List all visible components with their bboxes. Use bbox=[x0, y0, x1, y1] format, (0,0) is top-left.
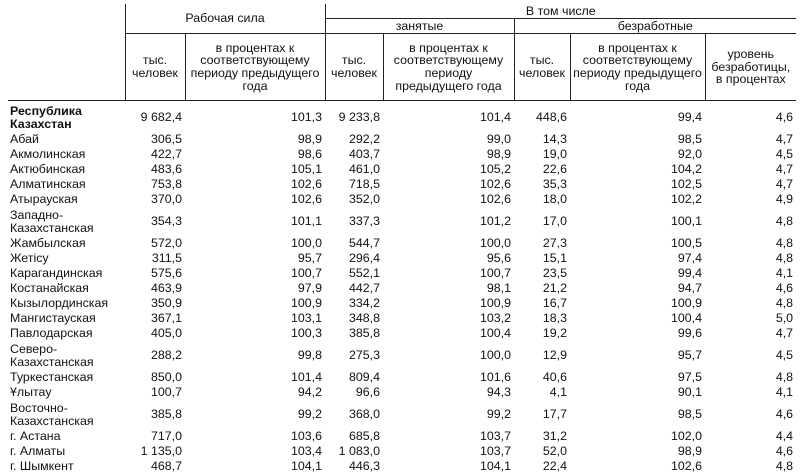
cell-lf: 350,9 bbox=[150, 296, 182, 310]
cell-emp: 385,8 bbox=[349, 326, 381, 340]
cell-rate: 4,8 bbox=[775, 236, 794, 250]
cell-unemp-pct: 99,4 bbox=[677, 266, 703, 280]
cell-unemp: 16,7 bbox=[542, 296, 568, 310]
cell-emp: 461,0 bbox=[349, 162, 381, 176]
cell-lf-pct: 100,3 bbox=[291, 326, 323, 340]
cell-emp-pct: 98,9 bbox=[486, 147, 512, 161]
cell-rate: 4,6 bbox=[775, 110, 794, 124]
cell-emp-pct: 94,3 bbox=[486, 385, 512, 399]
cell-unemp: 18,0 bbox=[542, 192, 568, 206]
cell-lf-pct: 101,4 bbox=[291, 370, 323, 384]
cell-unemp-pct: 100,1 bbox=[671, 214, 703, 228]
header-region bbox=[8, 4, 125, 101]
cell-emp-pct: 99,0 bbox=[486, 132, 512, 146]
cell-emp-pct: 103,7 bbox=[480, 444, 512, 458]
cell-lf: 850,0 bbox=[150, 370, 182, 384]
row-name: Северо-Казахстанская bbox=[10, 341, 94, 369]
header-emp-thousand: тыс. человек bbox=[325, 34, 383, 101]
cell-unemp: 21,2 bbox=[542, 281, 568, 295]
cell-rate: 4,8 bbox=[775, 459, 794, 473]
cell-emp: 352,0 bbox=[349, 192, 381, 206]
cell-unemp-pct: 100,4 bbox=[671, 311, 703, 325]
cell-unemp: 17,7 bbox=[542, 407, 568, 421]
row-name: Акмолинская bbox=[10, 147, 86, 161]
cell-emp: 718,5 bbox=[349, 177, 381, 191]
cell-rate: 4,1 bbox=[775, 266, 794, 280]
cell-lf-pct: 102,6 bbox=[291, 177, 323, 191]
row-name: Алматинская bbox=[10, 177, 86, 191]
cell-rate: 4,8 bbox=[775, 296, 794, 310]
cell-lf-pct: 103,6 bbox=[291, 429, 323, 443]
cell-unemp: 27,3 bbox=[542, 236, 568, 250]
cell-unemp: 18,3 bbox=[542, 311, 568, 325]
cell-emp: 348,8 bbox=[349, 311, 381, 325]
table-row bbox=[8, 444, 796, 459]
cell-lf: 483,6 bbox=[150, 162, 182, 176]
cell-lf-pct: 94,2 bbox=[297, 385, 323, 399]
cell-unemp: 40,6 bbox=[542, 370, 568, 384]
row-name: Костанайская bbox=[10, 281, 89, 295]
cell-unemp-pct: 100,9 bbox=[671, 296, 703, 310]
cell-emp: 296,4 bbox=[349, 251, 381, 265]
cell-lf: 288,2 bbox=[150, 348, 182, 362]
cell-unemp-pct: 94,7 bbox=[677, 281, 703, 295]
table-row bbox=[8, 311, 796, 326]
cell-emp-pct: 100,4 bbox=[480, 326, 512, 340]
cell-lf-pct: 100,9 bbox=[291, 296, 323, 310]
header-unemp-percent: в процентах к соответствующему периоду предыдущего года bbox=[570, 34, 705, 101]
cell-emp: 368,0 bbox=[349, 407, 381, 421]
header-employed: занятые bbox=[325, 19, 514, 34]
cell-emp: 446,3 bbox=[349, 459, 381, 473]
cell-lf: 306,5 bbox=[150, 132, 182, 146]
cell-lf: 405,0 bbox=[150, 326, 182, 340]
cell-unemp-pct: 90,1 bbox=[677, 385, 703, 399]
cell-unemp: 22,4 bbox=[542, 459, 568, 473]
row-name: Туркестанская bbox=[10, 370, 94, 384]
table-row bbox=[8, 101, 796, 133]
cell-unemp-pct: 102,5 bbox=[671, 177, 703, 191]
row-name: Мангистауская bbox=[10, 311, 96, 325]
cell-lf-pct: 98,9 bbox=[297, 132, 323, 146]
cell-unemp-pct: 97,4 bbox=[677, 251, 703, 265]
table-row bbox=[8, 207, 796, 236]
cell-rate: 4,8 bbox=[775, 370, 794, 384]
table-row bbox=[8, 147, 796, 162]
cell-rate: 4,4 bbox=[775, 429, 794, 443]
table-row bbox=[8, 385, 796, 400]
table-row bbox=[8, 162, 796, 177]
cell-unemp: 14,3 bbox=[542, 132, 568, 146]
cell-lf-pct: 97,9 bbox=[297, 281, 323, 295]
cell-lf: 100,7 bbox=[150, 385, 182, 399]
cell-emp-pct: 102,6 bbox=[480, 177, 512, 191]
cell-lf: 463,9 bbox=[150, 281, 182, 295]
cell-unemp-pct: 102,2 bbox=[671, 192, 703, 206]
table-row bbox=[8, 429, 796, 444]
row-name: Восточно-Казахстанская bbox=[10, 400, 94, 428]
cell-lf: 422,7 bbox=[150, 147, 182, 161]
row-name: Абай bbox=[10, 132, 39, 146]
cell-lf-pct: 101,3 bbox=[291, 110, 323, 124]
table-body bbox=[8, 101, 796, 475]
cell-emp: 685,8 bbox=[349, 429, 381, 443]
cell-emp: 1 083,0 bbox=[338, 444, 381, 458]
cell-unemp: 12,9 bbox=[542, 348, 568, 362]
cell-emp: 552,1 bbox=[349, 266, 381, 280]
row-name: Западно-Казахстанская bbox=[10, 207, 94, 235]
cell-rate: 4,9 bbox=[775, 192, 794, 206]
cell-rate: 4,6 bbox=[775, 444, 794, 458]
header-unemployed: безработные bbox=[514, 19, 796, 34]
cell-lf: 385,8 bbox=[150, 407, 182, 421]
row-name: Кызылординская bbox=[10, 296, 109, 310]
cell-lf-pct: 102,6 bbox=[291, 192, 323, 206]
cell-unemp-pct: 102,6 bbox=[671, 459, 703, 473]
cell-emp-pct: 101,4 bbox=[480, 110, 512, 124]
table-row bbox=[8, 370, 796, 385]
table-row bbox=[8, 326, 796, 341]
cell-emp-pct: 100,0 bbox=[480, 348, 512, 362]
cell-unemp: 52,0 bbox=[542, 444, 568, 458]
cell-lf-pct: 103,4 bbox=[291, 444, 323, 458]
cell-emp-pct: 103,2 bbox=[480, 311, 512, 325]
cell-lf-pct: 104,1 bbox=[291, 459, 323, 473]
cell-lf: 354,3 bbox=[150, 214, 182, 228]
cell-unemp-pct: 95,7 bbox=[677, 348, 703, 362]
cell-emp: 334,2 bbox=[349, 296, 381, 310]
cell-unemp-pct: 102,0 bbox=[671, 429, 703, 443]
header-lf-percent: в процентах к соответствующему периоду предыдущего года bbox=[185, 34, 325, 101]
cell-lf: 9 682,4 bbox=[140, 110, 182, 124]
cell-rate: 4,7 bbox=[775, 132, 794, 146]
cell-emp: 96,6 bbox=[355, 385, 381, 399]
cell-rate: 4,1 bbox=[775, 385, 794, 399]
cell-unemp: 19,0 bbox=[542, 147, 568, 161]
cell-emp: 337,3 bbox=[349, 214, 381, 228]
cell-unemp-pct: 104,2 bbox=[671, 162, 703, 176]
row-name: Жамбылская bbox=[10, 236, 86, 250]
cell-unemp: 22,6 bbox=[542, 162, 568, 176]
row-name: Республика Казахстан bbox=[10, 103, 82, 131]
cell-rate: 4,6 bbox=[775, 281, 794, 295]
cell-unemp-pct: 97,5 bbox=[677, 370, 703, 384]
cell-lf-pct: 101,1 bbox=[291, 214, 323, 228]
header-emp-percent: в процентах к соответствующему периоду предыдущего года bbox=[383, 34, 514, 101]
cell-emp-pct: 101,2 bbox=[480, 214, 512, 228]
cell-emp: 809,4 bbox=[349, 370, 381, 384]
cell-emp-pct: 101,6 bbox=[480, 370, 512, 384]
table-row bbox=[8, 192, 796, 207]
row-name: Актюбинская bbox=[10, 162, 86, 176]
table-row bbox=[8, 281, 796, 296]
cell-emp-pct: 104,1 bbox=[480, 459, 512, 473]
cell-emp: 275,3 bbox=[349, 348, 381, 362]
cell-unemp-pct: 100,5 bbox=[671, 236, 703, 250]
cell-lf-pct: 99,2 bbox=[297, 407, 323, 421]
cell-rate: 4,7 bbox=[775, 162, 794, 176]
cell-unemp-pct: 99,6 bbox=[677, 326, 703, 340]
cell-rate: 4,7 bbox=[775, 177, 794, 191]
cell-unemp: 15,1 bbox=[542, 251, 568, 265]
cell-lf: 468,7 bbox=[150, 459, 182, 473]
table-row bbox=[8, 296, 796, 311]
cell-lf-pct: 98,6 bbox=[297, 147, 323, 161]
table-row bbox=[8, 132, 796, 147]
cell-emp-pct: 100,9 bbox=[480, 296, 512, 310]
header-unemp-thousand: тыс. человек bbox=[514, 34, 570, 101]
table-header bbox=[8, 4, 796, 101]
table-row bbox=[8, 251, 796, 266]
cell-lf: 575,6 bbox=[150, 266, 182, 280]
cell-unemp: 35,3 bbox=[542, 177, 568, 191]
header-lf-thousand: тыс. человек bbox=[125, 34, 185, 101]
header-including: В том числе bbox=[325, 4, 796, 19]
row-name: г. Алматы bbox=[10, 444, 66, 458]
cell-lf-pct: 103,1 bbox=[291, 311, 323, 325]
cell-emp-pct: 98,1 bbox=[486, 281, 512, 295]
table-row bbox=[8, 400, 796, 429]
cell-rate: 4,8 bbox=[775, 214, 794, 228]
cell-emp: 403,7 bbox=[349, 147, 381, 161]
table-row bbox=[8, 459, 796, 474]
cell-unemp: 4,1 bbox=[549, 385, 568, 399]
cell-rate: 4,6 bbox=[775, 407, 794, 421]
cell-lf: 1 135,0 bbox=[140, 444, 182, 458]
row-name: Жетісу bbox=[10, 251, 49, 265]
cell-lf: 572,0 bbox=[150, 236, 182, 250]
header-labor-force: Рабочая сила bbox=[125, 4, 325, 34]
cell-emp-pct: 100,7 bbox=[480, 266, 512, 280]
cell-lf-pct: 105,1 bbox=[291, 162, 323, 176]
cell-lf: 753,8 bbox=[150, 177, 182, 191]
cell-emp: 544,7 bbox=[349, 236, 381, 250]
cell-unemp-pct: 99,4 bbox=[677, 110, 703, 124]
cell-unemp: 448,6 bbox=[536, 110, 568, 124]
cell-emp-pct: 102,6 bbox=[480, 192, 512, 206]
cell-emp: 9 233,8 bbox=[338, 110, 381, 124]
cell-lf-pct: 100,0 bbox=[291, 236, 323, 250]
row-name: Карагандинская bbox=[10, 266, 103, 280]
cell-unemp: 31,2 bbox=[542, 429, 568, 443]
cell-lf-pct: 95,7 bbox=[297, 251, 323, 265]
cell-unemp: 19,2 bbox=[542, 326, 568, 340]
row-name: г. Астана bbox=[10, 429, 61, 443]
cell-emp: 442,7 bbox=[349, 281, 381, 295]
cell-lf-pct: 100,7 bbox=[291, 266, 323, 280]
cell-lf: 367,1 bbox=[150, 311, 182, 325]
header-unemployment-rate: уровень безработицы, в процентах bbox=[705, 34, 796, 101]
cell-unemp-pct: 98,9 bbox=[677, 444, 703, 458]
cell-emp-pct: 95,6 bbox=[486, 251, 512, 265]
cell-emp: 292,2 bbox=[349, 132, 381, 146]
cell-rate: 4,8 bbox=[775, 251, 794, 265]
cell-lf: 370,0 bbox=[150, 192, 182, 206]
row-name: Ұлытау bbox=[10, 385, 52, 399]
table-row bbox=[8, 177, 796, 192]
cell-emp-pct: 105,2 bbox=[480, 162, 512, 176]
row-name: г. Шымкент bbox=[10, 459, 74, 473]
cell-emp-pct: 99,2 bbox=[486, 407, 512, 421]
cell-lf: 717,0 bbox=[150, 429, 182, 443]
cell-lf-pct: 99,8 bbox=[297, 348, 323, 362]
row-name: Атырауская bbox=[10, 192, 78, 206]
cell-unemp-pct: 98,5 bbox=[677, 407, 703, 421]
cell-emp-pct: 100,0 bbox=[480, 236, 512, 250]
cell-unemp: 23,5 bbox=[542, 266, 568, 280]
cell-rate: 4,5 bbox=[775, 147, 794, 161]
cell-unemp: 17,0 bbox=[542, 214, 568, 228]
labor-force-table bbox=[8, 4, 796, 474]
cell-rate: 4,5 bbox=[775, 348, 794, 362]
cell-rate: 5,0 bbox=[775, 311, 794, 325]
row-name: Павлодарская bbox=[10, 326, 93, 340]
cell-unemp-pct: 92,0 bbox=[677, 147, 703, 161]
cell-lf: 311,5 bbox=[151, 251, 182, 265]
table-row bbox=[8, 266, 796, 281]
cell-rate: 4,7 bbox=[775, 326, 794, 340]
table-row bbox=[8, 341, 796, 370]
table-row bbox=[8, 236, 796, 251]
cell-unemp-pct: 98,5 bbox=[677, 132, 703, 146]
cell-emp-pct: 103,7 bbox=[480, 429, 512, 443]
